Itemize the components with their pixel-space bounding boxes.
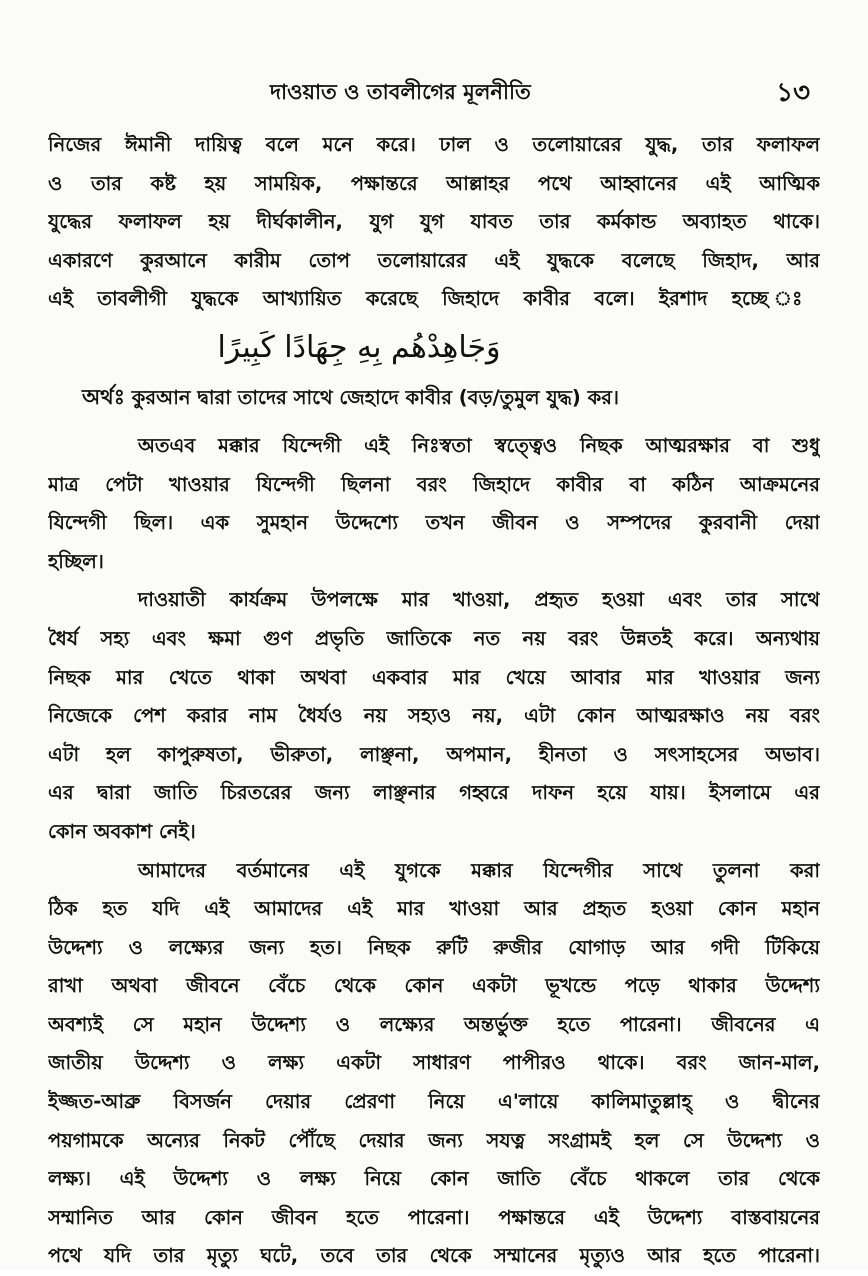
arabic-verse: وَجَاهِدْهُم بِهِ جِهَادًا كَبِيرًا bbox=[48, 319, 820, 377]
text-line: পথে যদি তার মৃত্যু ঘটে, তবে তার থেকে সম্মানের মৃত্যুও আর হতে পারেনা। bbox=[48, 1237, 820, 1276]
text-line: নিজেকে পেশ করার নাম ধৈর্যও নয় সহ্যও নয়, এটা কোন আত্মরক্ষাও নয় বরং bbox=[48, 697, 820, 736]
paragraph-4 bbox=[48, 852, 820, 1276]
paragraph-3 bbox=[48, 581, 820, 851]
text-line: ও তার কষ্ট হয় সাময়িক, পক্ষান্তরে আল্লাহর পথে আহ্বানের এই আত্মিক bbox=[48, 165, 820, 204]
text-line: একারণে কুরআনে কারীম তোপ তলোয়ারের এই যুদ্ধকে বলেছে জিহাদ, আর bbox=[48, 242, 820, 281]
text-line: নিছক মার খেতে থাকা অথবা একবার মার খেয়ে আবার মার খাওয়ার জন্য bbox=[48, 659, 820, 698]
text-line: লক্ষ্য। এই উদ্দেশ্য ও লক্ষ্য নিয়ে কোন জাতি বেঁচে থাকলে তার থেকে bbox=[48, 1160, 820, 1199]
text-line: ধৈর্য সহ্য এবং ক্ষমা গুণ প্রভৃতি জাতিকে নত নয় বরং উন্নতই করে। অন্যথায় bbox=[48, 620, 820, 659]
text-line: আমাদের বর্তমানের এই যুগকে মক্কার যিন্দেগীর সাথে তুলনা করা bbox=[48, 852, 820, 891]
verse-meaning bbox=[48, 377, 820, 417]
text-line: পয়গামকে অন্যের নিকট পৌঁছে দেয়ার জন্য সযত্ন সংগ্রামই হল সে উদ্দেশ্য ও bbox=[48, 1122, 820, 1161]
text-line: অবশ্যই সে মহান উদ্দেশ্য ও লক্ষ্যের অন্তর্ভুক্ত হতে পারেনা। জীবনের এ bbox=[48, 1006, 820, 1045]
header-title: দাওয়াত ও তাবলীগের মূলনীতি bbox=[270, 76, 531, 111]
meaning-text: কুরআন দ্বারা তাদের সাথে জেহাদে কাবীর (বড়/তুমুল যুদ্ধ) কর। bbox=[125, 386, 619, 409]
text-line: এই তাবলীগী যুদ্ধকে আখ্যায়িত করেছে জিহাদে কাবীর বলে। ইরশাদ হচ্ছে ঃ bbox=[48, 280, 820, 319]
text-line: ঠিক হত যদি এই আমাদের এই মার খাওয়া আর প্রহৃত হওয়া কোন মহান bbox=[48, 890, 820, 929]
text-line: এর দ্বারা জাতি চিরতরের জন্য লাঞ্ছনার গহ্বরে দাফন হয়ে যায়। ইসলামে এর bbox=[48, 774, 820, 813]
text-line: এটা হল কাপুরুষতা, ভীরুতা, লাঞ্ছনা, অপমান, হীনতা ও সৎসাহসের অভাব। bbox=[48, 736, 820, 775]
text-line: জাতীয় উদ্দেশ্য ও লক্ষ্য একটা সাধারণ পাপীরও থাকে। বরং জান-মাল, bbox=[48, 1044, 820, 1083]
text-line: সম্মানিত আর কোন জীবন হতে পারেনা। পক্ষান্তরে এই উদ্দেশ্য বাস্তবায়নের bbox=[48, 1199, 820, 1238]
paragraph-gap bbox=[48, 417, 820, 427]
text-line: যিন্দেগী ছিল। এক সুমহান উদ্দেশ্যে তখন জীবন ও সম্পদের কুরবানী দেয়া bbox=[48, 504, 820, 543]
meaning-label: অর্থঃ bbox=[82, 385, 125, 409]
text-line: উদ্দেশ্য ও লক্ষ্যের জন্য হত। নিছক রুটি রুজীর যোগাড় আর গদী টিকিয়ে bbox=[48, 929, 820, 968]
text-line: হচ্ছিল। bbox=[48, 543, 820, 582]
paragraph-1 bbox=[48, 126, 820, 319]
text-line: দাওয়াতী কার্যক্রম উপলক্ষে মার খাওয়া, প্রহৃত হওয়া এবং তার সাথে bbox=[48, 581, 820, 620]
text-line: অতএব মক্কার যিন্দেগী এই নিঃস্বতা স্বত্ত্বেও নিছক আত্মরক্ষার বা শুধু bbox=[48, 427, 820, 466]
text-line: ইজ্জত-আব্রু বিসর্জন দেয়ার প্রেরণা নিয়ে এ'লায়ে কালিমাতুল্লাহ্ ও দ্বীনের bbox=[48, 1083, 820, 1122]
running-header bbox=[0, 72, 868, 112]
text-line: কোন অবকাশ নেই। bbox=[48, 813, 820, 852]
quran-verse-block bbox=[48, 319, 820, 417]
page-number: ১৩ bbox=[776, 72, 810, 116]
text-line: নিজের ঈমানী দায়িত্ব বলে মনে করে। ঢাল ও তলোয়ারের যুদ্ধ, তার ফলাফল bbox=[48, 126, 820, 165]
text-line: মাত্র পেটা খাওয়ার যিন্দেগী ছিলনা বরং জিহাদে কাবীর বা কঠিন আক্রমনের bbox=[48, 466, 820, 505]
body-text bbox=[48, 126, 820, 1276]
text-line: রাখা অথবা জীবনে বেঁচে থেকে কোন একটা ভূখন্ডে পড়ে থাকার উদ্দেশ্য bbox=[48, 967, 820, 1006]
paragraph-2 bbox=[48, 427, 820, 581]
text-line: যুদ্ধের ফলাফল হয় দীর্ঘকালীন, যুগ যুগ যাবত তার কর্মকান্ড অব্যাহত থাকে। bbox=[48, 203, 820, 242]
